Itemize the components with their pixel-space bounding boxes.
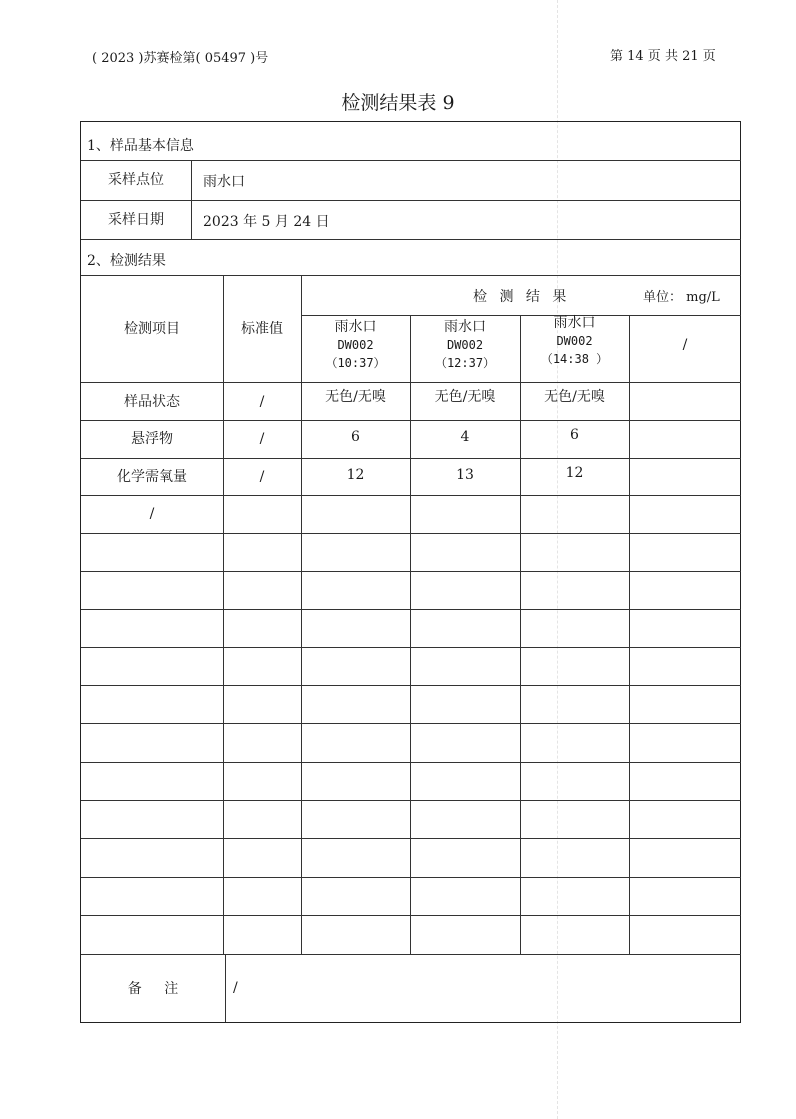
remarks-label: 备 注 [127, 981, 179, 997]
unit-label: 单位： mg/L [643, 290, 720, 305]
row-item-suspended-solids: 悬浮物 [131, 431, 173, 447]
section1-heading: 1、样品基本信息 [87, 138, 194, 154]
sampling-date-label: 采样日期 [108, 212, 164, 228]
document-number: ( 2023 )苏赛检第( 05497 )号 [92, 51, 269, 66]
section2-heading: 2、检测结果 [87, 253, 166, 269]
sample-header-1: 雨水口 DW002 （10:37） [325, 319, 386, 370]
cell-state-2: 无色/无嗅 [434, 389, 496, 405]
sample-header-4: / [682, 337, 688, 353]
page-info: 第 14 页 共 21 页 [610, 49, 716, 64]
row-item-state: 样品状态 [124, 394, 180, 410]
cell-state-3: 无色/无嗅 [544, 389, 605, 405]
sample-header-3: 雨水口 DW002 （14:38 ） [540, 315, 609, 366]
standard-column-header: 标准值 [241, 321, 283, 337]
cell-cod-3: 12 [565, 465, 584, 481]
results-header: 检 测 结 果 [473, 289, 567, 305]
sampling-point-label: 采样点位 [108, 172, 164, 188]
row-item-cod: 化学需氧量 [117, 469, 187, 485]
row-standard-suspended-solids: / [259, 431, 265, 447]
cell-ss-3: 6 [570, 427, 579, 443]
result-table [80, 121, 741, 1023]
cell-state-1: 无色/无嗅 [325, 389, 386, 405]
sampling-date-value: 2023 年 5 月 24 日 [203, 214, 330, 230]
row-standard-state: / [259, 394, 265, 410]
cell-ss-1: 6 [351, 429, 360, 445]
page-title: 检测结果表 9 [341, 92, 455, 114]
cell-cod-1: 12 [346, 467, 365, 483]
row-item-empty: / [149, 506, 155, 522]
sampling-point-value: 雨水口 [203, 174, 245, 190]
item-column-header: 检测项目 [124, 321, 180, 337]
sample-header-2: 雨水口 DW002 （12:37） [434, 319, 496, 370]
cell-cod-2: 13 [456, 467, 474, 483]
cell-ss-2: 4 [460, 429, 470, 445]
remarks-value: / [233, 980, 238, 996]
row-standard-cod: / [259, 469, 265, 485]
